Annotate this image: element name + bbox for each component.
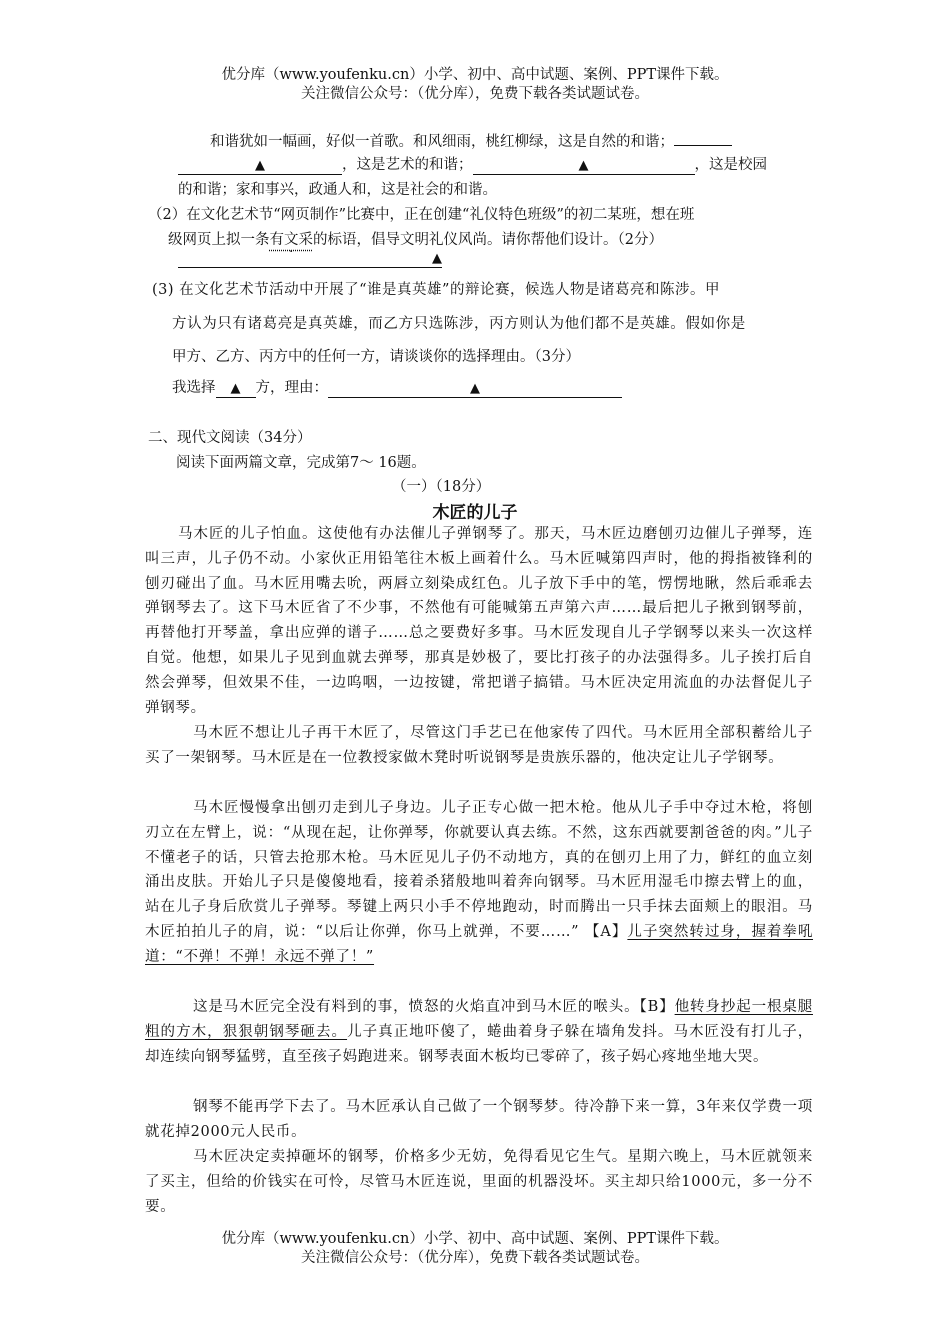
q1-line-3: 的和谐；家和事兴，政通人和，这是社会的和谐。 bbox=[178, 182, 497, 198]
q2-emphasis bbox=[270, 232, 314, 248]
q1-line-2 bbox=[178, 153, 767, 175]
q2-line-2 bbox=[168, 228, 663, 249]
q3-reason-blank[interactable] bbox=[328, 380, 622, 398]
q1-text-2b: ，这是校园 bbox=[694, 157, 767, 173]
q1-blank-2[interactable] bbox=[473, 157, 695, 175]
header-line-1: 优分库（www.youfenku.cn）小学、初中、高中试题、案例、PPT课件下载。 bbox=[221, 67, 729, 83]
answer-mark-icon: ▲ bbox=[432, 251, 442, 266]
q1-text-1: 和谐犹如一幅画，好似一首歌。和风细雨，桃红柳绿，这是自然的和谐； bbox=[210, 134, 674, 150]
paragraph-1: 马木匠的儿子怕血。这使他有办法催儿子弹钢琴了。那天，马木匠边磨刨刃边催儿子弹琴，连叫三声，儿子仍不动。小家伙正用铅笔往木板上画着什么。马木匠喊第四声时，他的拇指被锋利的刨刃碰出了血。马木匠用嘴去吮，两唇立刻染成红色。儿子放下手中的笔，愣愣地瞅，然后乖乖去弹钢琴去了。这下马木匠省了不少事，不然他有可能喊第五声第六声……最后把儿子揪到钢琴前，再替他打开琴盖，拿出应弹的谱子……总之要费好多事。马木匠发现自儿子学钢琴以来头一次这样自觉。他想，如果儿子见到血就去弹琴，那真是妙极了，要比打孩子的办法强得多。儿子挨打后自然会弹琴，但效果不佳，一边呜咽，一边按键，常把谱子搞错。马木匠决定用流血的办法督促儿子弹钢琴。 bbox=[145, 526, 813, 716]
underlined-sentence-a: 儿子突然转过身，握着拳吼道：“不弹！不弹！永远不弹了！” bbox=[145, 923, 814, 965]
q3-line-3: 甲方、乙方、丙方中的任何一方，请谈谈你的选择理由。（3分） bbox=[172, 349, 580, 365]
marker-a: 【A】 bbox=[584, 923, 628, 940]
answer-mark-icon: ▲ bbox=[470, 381, 480, 396]
underlined-sentence-b: 他转身抄起一根桌腿粗的方木，狠狠朝钢琴砸去。 bbox=[145, 999, 813, 1040]
part-label: （一）（18分） bbox=[392, 479, 491, 495]
section-instruction: 阅读下面两篇文章，完成第7～ 16题。 bbox=[176, 455, 426, 471]
answer-mark-icon: ▲ bbox=[230, 381, 241, 396]
q3-line-1: (3) 在文化艺术节活动中开展了“谁是真英雄”的辩论赛，候选人物是诸葛亮和陈涉。甲 bbox=[152, 282, 720, 298]
q3-text-4a: 我选择 bbox=[172, 380, 216, 396]
article-title: 木匠的儿子 bbox=[432, 503, 518, 523]
q3-choice-blank[interactable] bbox=[216, 380, 256, 398]
q2-text-2c: 的标语，倡导文明礼仪风尚。请你帮他们设计。（2分） bbox=[313, 232, 663, 248]
q1-blank-start[interactable] bbox=[674, 128, 732, 146]
q2-answer-line bbox=[178, 250, 442, 268]
paragraph-6: 马木匠决定卖掉砸坏的钢琴，价格多少无妨，免得看见它生气。星期六晚上，马木匠就领来了买主，但给的价钱实在可怜，尽管马木匠连说，里面的机器没坏。买主却只给1000元，多一分不要。 bbox=[145, 1149, 813, 1215]
q1-blank-1[interactable] bbox=[178, 157, 342, 175]
answer-mark-icon: ▲ bbox=[255, 158, 265, 173]
q2-blank[interactable] bbox=[178, 250, 442, 268]
header-line-2: 关注微信公众号：（优分库），免费下载各类试题试卷。 bbox=[301, 86, 649, 102]
q3-line-2: 方认为只有诸葛亮是真英雄，而乙方只选陈涉，丙方则认为他们都不是英雄。假如你是 bbox=[172, 316, 746, 332]
q2-line-1: （2）在文化艺术节“网页制作”比赛中，正在创建“礼仪特色班级”的初二某班，想在班 bbox=[148, 207, 695, 223]
q3-text-4b: 方，理由： bbox=[255, 380, 328, 396]
paragraph-4-text-b: 儿子真正地吓傻了，蜷曲着身子躲在墙角发抖。马木匠没有打儿子，却连续向钢琴猛劈，直至孩子妈跑进来。钢琴表面木板均已零碎了，孩子妈心疼地坐地大哭。 bbox=[145, 1023, 813, 1065]
marker-b: 【B】 bbox=[639, 999, 675, 1015]
paragraph-4-text-a: 这是马木匠完全没有料到的事，愤怒的火焰直冲到马木匠的喉头。 bbox=[193, 999, 640, 1015]
paragraph-4 bbox=[145, 995, 813, 1069]
paragraph-5: 钢琴不能再学下去了。马木匠承认自己做了一个钢琴梦。待冷静下来一算，3年来仅学费一项就花掉2000元人民币。 bbox=[145, 1099, 813, 1140]
q1-text-2a: ，这是艺术的和谐； bbox=[342, 157, 473, 173]
footer-line-1: 优分库（www.youfenku.cn）小学、初中、高中试题、案例、PPT课件下载。 bbox=[221, 1231, 729, 1247]
q2-text-2a: 级网页上拟一条 bbox=[168, 232, 270, 248]
answer-mark-icon: ▲ bbox=[578, 158, 589, 173]
q2-emph-text: 有文采 bbox=[269, 232, 313, 248]
paragraph-3-text: 马木匠慢慢拿出刨刃走到儿子身边。儿子正专心做一把木枪。他从儿子手中夺过木枪，将刨刃立在左臂上，说：“从现在起，让你弹琴，你就要认真去练。不然，这东西就要割爸爸的肉。”儿子不懂老子的话，只管去抢那木枪。马木匠见儿子仍不动地方，真的在刨刃上用了力，鲜红的血立刻涌出皮肤。开始儿子只是傻傻地看，接着杀猪般地叫着奔向钢琴。马木匠用湿毛巾擦去臂上的血，站在儿子身后欣赏儿子弹琴。琴键上两只小手不停地跑动，时而腾出一只手抹去面颊上的眼泪。马木匠拍拍儿子的肩，说：“以后让你弹，你马上就弹，不要……” bbox=[145, 800, 813, 940]
paragraph-2: 马木匠不想让儿子再干木匠了，尽管这门手艺已在他家传了四代。马木匠用全部积蓄给儿子买了一架钢琴。马木匠是在一位教授家做木凳时听说钢琴是贵族乐器的，他决定让儿子学钢琴。 bbox=[145, 725, 813, 766]
q3-line-4 bbox=[172, 376, 622, 398]
q1-line-1 bbox=[210, 128, 732, 151]
footer-line-2: 关注微信公众号：（优分库），免费下载各类试题试卷。 bbox=[301, 1250, 649, 1266]
section-heading: 二、现代文阅读（34分） bbox=[148, 430, 312, 446]
paragraph-3 bbox=[145, 796, 813, 970]
